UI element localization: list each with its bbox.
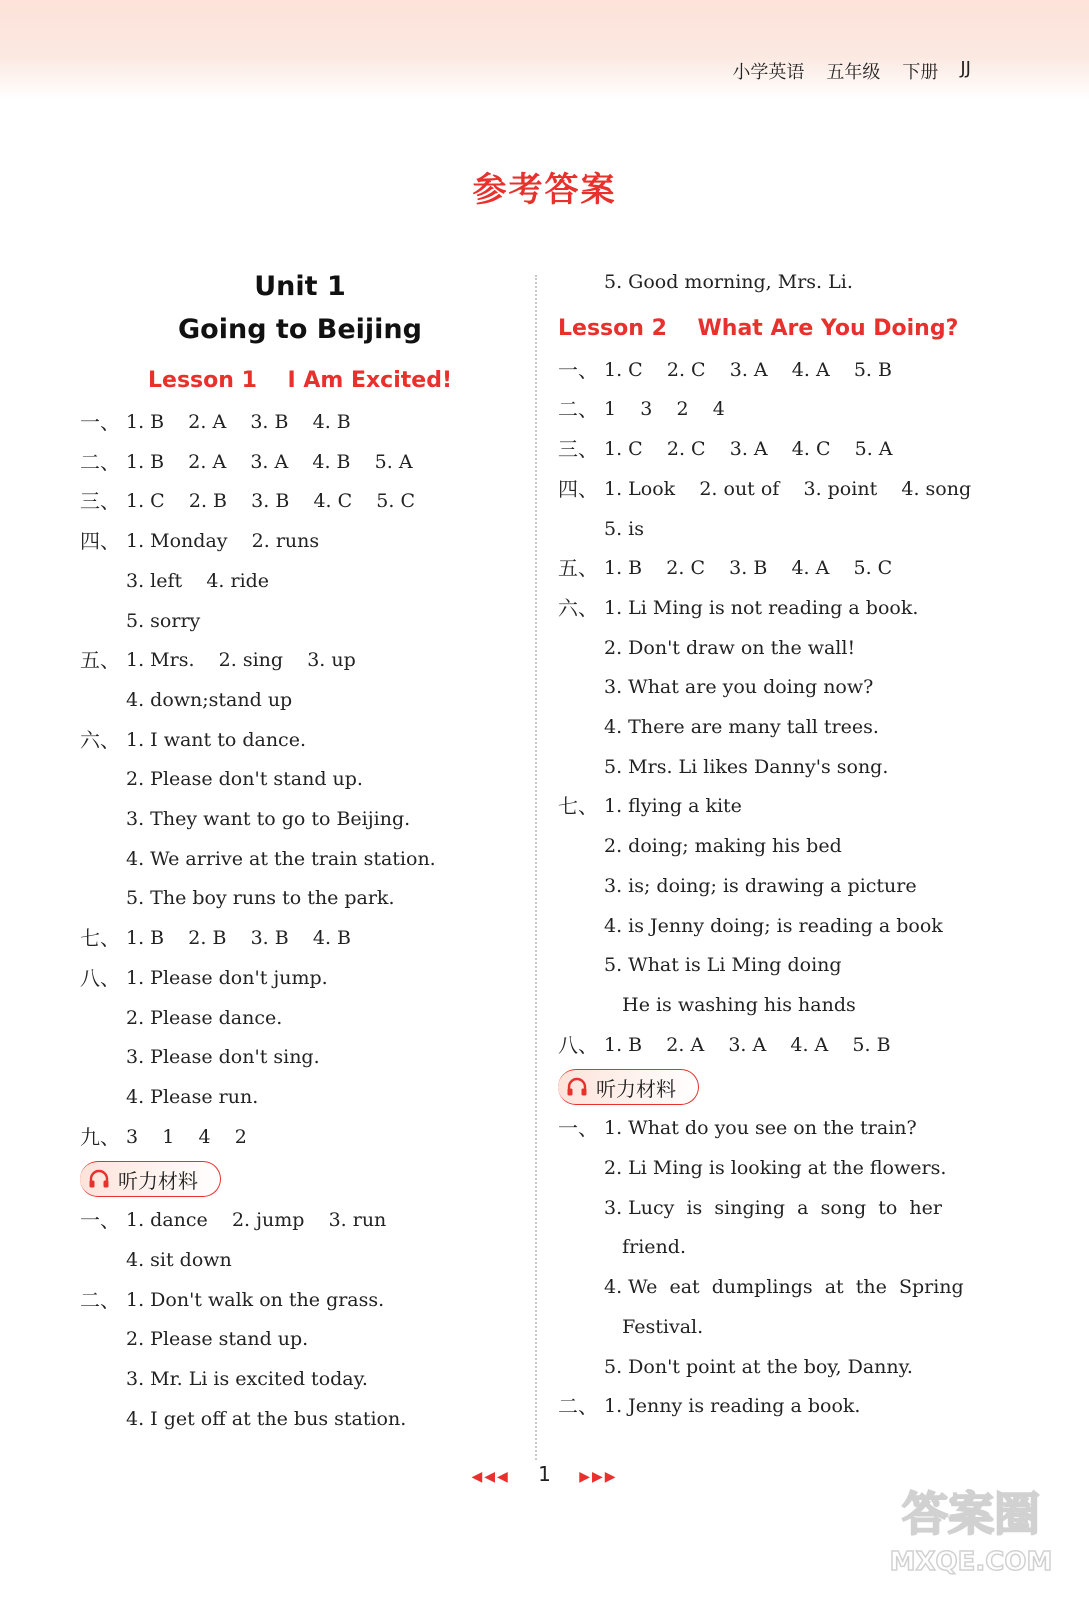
answer-row [80, 760, 520, 800]
right-arrows-icon: ▶▶▶ [579, 1469, 618, 1485]
answer-text: friend. [604, 1236, 686, 1259]
question-number [558, 1228, 604, 1268]
answer-row [80, 879, 520, 919]
answer-text: 1 3 2 4 [604, 398, 725, 421]
answer-row [80, 919, 520, 959]
answer-text: 1. dance 2. jump 3. run [126, 1209, 387, 1232]
answer-row [80, 562, 520, 602]
question-number: 四、 [80, 529, 120, 554]
answer-row [80, 1078, 520, 1118]
question-number [80, 1078, 126, 1118]
answer-row [80, 721, 520, 761]
lesson-2-title: Lesson 2 What Are You Doing? [558, 315, 959, 341]
answer-text: He is washing his hands [604, 993, 856, 1016]
answer-row [558, 748, 988, 788]
answer-row [558, 827, 988, 867]
answer-row [80, 999, 520, 1039]
answer-row [80, 1360, 520, 1400]
edition-label: JJ [960, 58, 971, 79]
answer-text: 3. What are you doing now? [604, 676, 874, 699]
answer-text: 3. left 4. ride [126, 569, 270, 592]
answer-text: 4. is Jenny doing; is reading a book [604, 914, 943, 937]
answer-row [80, 1201, 520, 1241]
answer-row [80, 1400, 520, 1440]
question-number [80, 760, 126, 800]
answer-text: 4. We arrive at the train station. [126, 847, 436, 870]
question-number [80, 800, 126, 840]
answer-row [80, 1281, 520, 1321]
answer-text: 1. Monday 2. runs [126, 530, 320, 553]
question-number [80, 1320, 126, 1360]
answer-row [558, 1387, 988, 1427]
answer-row [558, 1149, 988, 1189]
answer-row [558, 1109, 988, 1149]
answer-row [80, 443, 520, 483]
question-number [80, 602, 126, 642]
question-number: 八、 [558, 1032, 598, 1057]
question-number [80, 1360, 126, 1400]
question-number: 二、 [558, 1394, 598, 1419]
answer-text: 1. flying a kite [604, 795, 742, 818]
answer-row [558, 470, 988, 510]
answer-text: 2. Please stand up. [126, 1328, 309, 1351]
left-column [80, 265, 520, 1440]
right-column [558, 263, 988, 1427]
answer-text: 2. Please don't stand up. [126, 768, 363, 791]
answer-text: 5. Don't point at the boy, Danny. [604, 1355, 913, 1378]
listening-material-badge [558, 1069, 699, 1105]
page-title: 参考答案 [472, 170, 617, 210]
answer-text: 1. B 2. B 3. B 4. B [126, 927, 351, 950]
listening-material-badge [80, 1161, 221, 1197]
answer-text: 1. Li Ming is not reading a book. [604, 596, 919, 619]
question-number [558, 708, 604, 748]
answer-text: 5. Good morning, Mrs. Li. [604, 271, 853, 293]
answer-row [558, 986, 988, 1026]
answer-text: 1. Jenny is reading a book. [604, 1395, 861, 1418]
answer-text: 1. C 2. B 3. B 4. C 5. C [126, 490, 416, 513]
answer-row [80, 681, 520, 721]
lesson-1-listening [80, 1201, 520, 1439]
answer-row [80, 482, 520, 522]
headphones-icon [566, 1077, 588, 1097]
answer-row [558, 430, 988, 470]
answer-text: 4. We eat dumplings at the Spring [604, 1276, 964, 1299]
answer-row [558, 1268, 988, 1308]
answer-row [80, 840, 520, 880]
question-number [558, 1268, 604, 1308]
answer-row [558, 390, 988, 430]
lesson-2-answers [558, 351, 988, 1066]
answer-text: 1. C 2. C 3. A 4. A 5. B [604, 358, 892, 381]
answer-text: 3. Lucy is singing a song to her [604, 1196, 942, 1219]
answer-row [558, 946, 988, 986]
answer-row [558, 1189, 988, 1229]
answer-text: 3. is; doing; is drawing a picture [604, 874, 917, 897]
answer-row [80, 959, 520, 999]
answer-text: 3. Please don't sing. [126, 1046, 320, 1069]
lesson-1-continued [558, 263, 988, 303]
answer-row [80, 1038, 520, 1078]
question-number [558, 1189, 604, 1229]
question-number: 七、 [80, 926, 120, 951]
answer-text: 1. I want to dance. [126, 728, 306, 751]
column-divider [535, 275, 537, 1460]
question-number [558, 1348, 604, 1388]
lesson-2-listening [558, 1109, 988, 1427]
volume-label: 下册 [902, 62, 939, 83]
lesson-1-answers [80, 403, 520, 1157]
unit-title [80, 265, 520, 351]
question-number [80, 562, 126, 602]
listening-badge-wrap [80, 1157, 520, 1201]
answer-text: 5. The boy runs to the park. [126, 887, 395, 910]
question-number [558, 1308, 604, 1348]
answer-row [80, 602, 520, 642]
question-number [558, 867, 604, 907]
question-number: 五、 [80, 648, 120, 673]
question-number [558, 510, 604, 550]
question-number: 一、 [80, 1208, 120, 1233]
question-number [558, 946, 604, 986]
answer-row [80, 522, 520, 562]
question-number [558, 827, 604, 867]
answer-text: 3. They want to go to Beijing. [126, 808, 411, 831]
subject-label: 小学英语 [732, 62, 805, 83]
question-number: 一、 [558, 1116, 598, 1141]
question-number [558, 907, 604, 947]
watermark-url: MXQE.COM [889, 1547, 1053, 1577]
question-number [80, 1241, 126, 1281]
question-number [80, 1400, 126, 1440]
question-number: 六、 [80, 727, 120, 752]
answer-row [558, 263, 988, 303]
listening-material-label: 听力材料 [118, 1168, 198, 1193]
question-number: 三、 [80, 489, 120, 514]
question-number [558, 668, 604, 708]
question-number [558, 986, 604, 1026]
book-info [732, 58, 971, 84]
answer-text: 4. sit down [126, 1249, 232, 1272]
answer-text: 1. B 2. A 3. A 4. B 5. A [126, 450, 413, 473]
grade-label: 五年级 [826, 62, 881, 83]
answer-row [558, 787, 988, 827]
question-number [558, 629, 604, 669]
answer-row [80, 1241, 520, 1281]
question-number: 二、 [80, 449, 120, 474]
watermark-logo [881, 1472, 1061, 1582]
answer-row [80, 800, 520, 840]
answer-row [558, 1348, 988, 1388]
question-number: 六、 [558, 595, 598, 620]
answer-row [558, 708, 988, 748]
listening-badge-wrap-2 [558, 1065, 988, 1109]
unit-number: Unit 1 [254, 271, 346, 302]
answer-row [558, 1026, 988, 1066]
headphones-icon [88, 1169, 110, 1189]
answer-text: 1. B 2. A 3. B 4. B [126, 411, 351, 433]
answer-text: 5. Mrs. Li likes Danny's song. [604, 755, 889, 778]
answer-text: 1. Look 2. out of 3. point 4. song [604, 477, 972, 500]
answer-text: 4. Please run. [126, 1085, 259, 1108]
answer-text: 4. There are many tall trees. [604, 716, 879, 739]
listening-material-label: 听力材料 [596, 1076, 676, 1101]
question-number [558, 748, 604, 788]
answer-row [558, 1228, 988, 1268]
answer-text: 1. B 2. C 3. B 4. A 5. C [604, 557, 893, 580]
question-number [80, 1038, 126, 1078]
answer-text: 1. Mrs. 2. sing 3. up [126, 649, 356, 672]
answer-text: 1. Don't walk on the grass. [126, 1288, 385, 1311]
question-number: 九、 [80, 1124, 120, 1149]
answer-text: 2. Li Ming is looking at the flowers. [604, 1157, 947, 1180]
answer-text: 5. sorry [126, 609, 201, 632]
question-number: 三、 [558, 437, 598, 462]
question-number [80, 840, 126, 880]
question-number [80, 879, 126, 919]
question-number: 四、 [558, 476, 598, 501]
header-band [0, 0, 1089, 100]
answer-text: 2. doing; making his bed [604, 835, 842, 858]
answer-text: 5. is [604, 517, 644, 540]
answer-text: 5. What is Li Ming doing [604, 954, 842, 977]
question-number: 五、 [558, 556, 598, 581]
question-number [558, 1149, 604, 1189]
answer-text: 2. Don't draw on the wall! [604, 636, 856, 659]
answer-row [558, 668, 988, 708]
answer-text: Festival. [604, 1315, 704, 1338]
answer-row [80, 403, 520, 443]
left-arrows-icon: ◀◀◀ [471, 1469, 510, 1485]
answer-text: 2. Please dance. [126, 1006, 283, 1029]
question-number [558, 263, 604, 303]
answer-row [558, 510, 988, 550]
answer-text: 1. Please don't jump. [126, 966, 328, 989]
answer-row [558, 589, 988, 629]
question-number: 一、 [558, 357, 598, 382]
answer-text: 4. down;stand up [126, 688, 293, 711]
answer-text: 3 1 4 2 [126, 1125, 247, 1148]
answer-row [80, 1320, 520, 1360]
question-number [80, 999, 126, 1039]
answer-row [558, 1308, 988, 1348]
answer-row [558, 867, 988, 907]
question-number: 八、 [80, 965, 120, 990]
answer-row [80, 1118, 520, 1158]
unit-name: Going to Beijing [178, 314, 422, 345]
answer-row [558, 351, 988, 391]
question-number: 二、 [558, 397, 598, 422]
answer-row [558, 907, 988, 947]
question-number: 二、 [80, 1287, 120, 1312]
answer-text: 1. C 2. C 3. A 4. C 5. A [604, 438, 893, 461]
question-number: 一、 [80, 410, 120, 434]
lesson-1-title: Lesson 1 I Am Excited! [148, 368, 452, 393]
answer-text: 1. What do you see on the train? [604, 1117, 917, 1140]
answer-row [80, 641, 520, 681]
answer-row [558, 549, 988, 589]
watermark-text: 答案圈 [902, 1487, 1040, 1541]
page-number: 1 [538, 1462, 551, 1486]
answer-row [558, 629, 988, 669]
answer-text: 3. Mr. Li is excited today. [126, 1368, 368, 1391]
question-number: 七、 [558, 794, 598, 819]
answer-text: 1. B 2. A 3. A 4. A 5. B [604, 1033, 891, 1056]
answer-text: 4. I get off at the bus station. [126, 1407, 407, 1430]
question-number [80, 681, 126, 721]
